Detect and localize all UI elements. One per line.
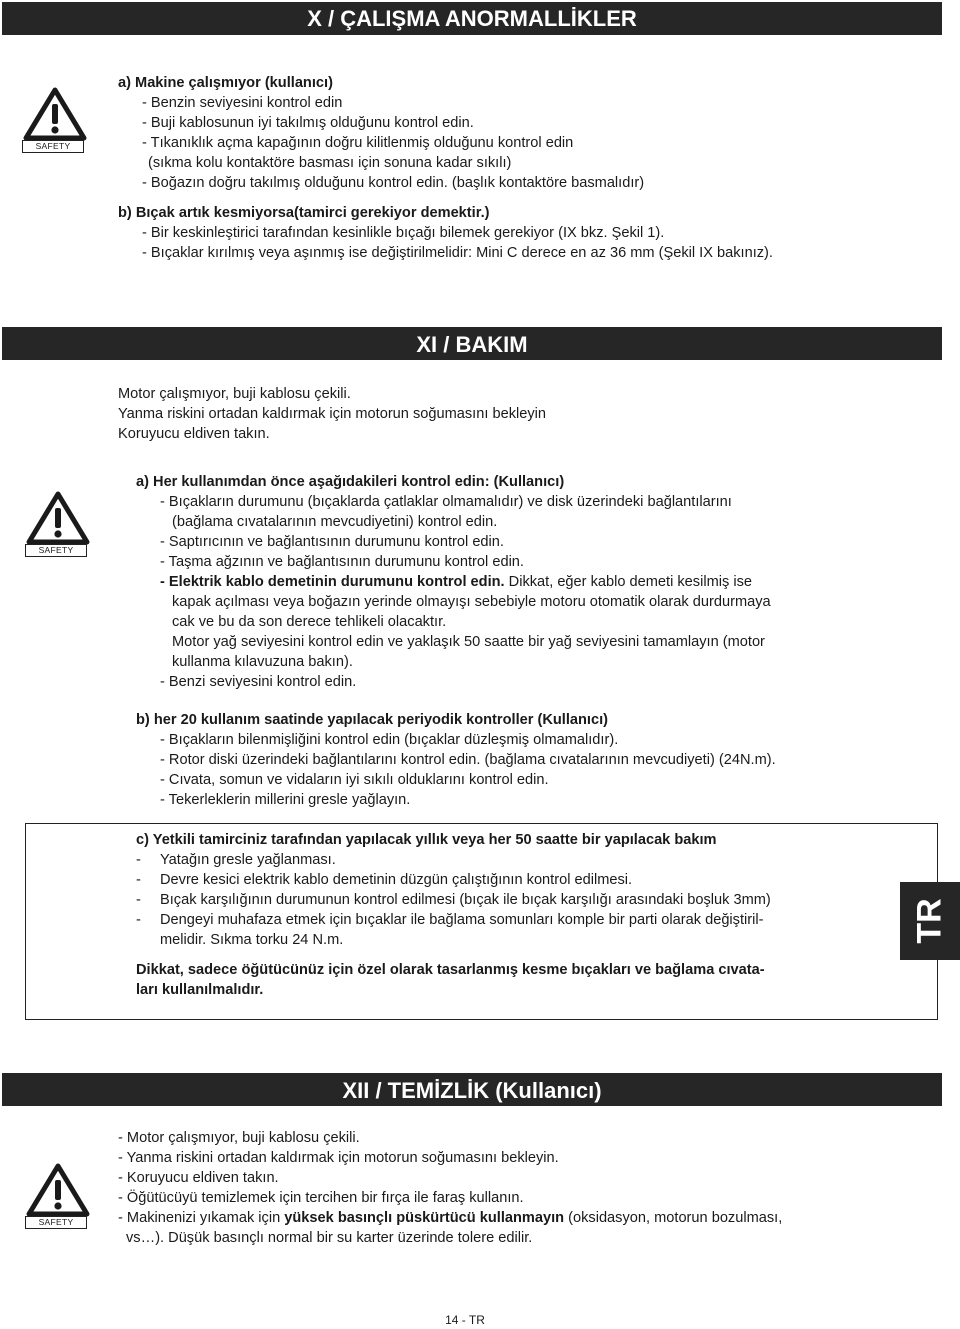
list-item: - Buji kablosunun iyi takılmış olduğunu kontrol edin. — [142, 115, 474, 131]
section-12-title: XII / TEMİZLİK (Kullanıcı) — [342, 1078, 602, 1103]
warning-line: ları kullanılmalıdır. — [136, 982, 264, 998]
item-text: - Makinenizi yıkamak için — [118, 1210, 285, 1226]
warning-triangle-icon — [25, 490, 91, 546]
section-11-c — [136, 830, 771, 1000]
list-item: - Bir keskinleştirici tarafından kesinlikle bıçağı bilemek gerekiyor (IX bkz. Şekil 1). — [142, 225, 665, 241]
list-item: - Koruyucu eldiven takın. — [118, 1170, 279, 1186]
list-item: - Rotor diski üzerindeki bağlantılarını kontrol edin. (bağlama cıvatalarının mevcudiyeti) (24N.m). — [160, 752, 776, 768]
item-text: Bıçak karşılığının durumunun kontrol edilmesi (bıçak ile bıçak karşılığı arasındaki boşluk 3mm) — [160, 892, 771, 908]
safety-label: SAFETY — [22, 140, 84, 153]
section-11-a-heading: a) Her kullanımdan önce aşağıdakileri kontrol edin: (Kullanıcı) — [136, 474, 565, 490]
section-12-body — [118, 1128, 782, 1248]
section-10-b-heading: b) Bıçak artık kesmiyorsa(tamirci gerekiyor demektir.) — [118, 205, 490, 221]
list-item — [136, 870, 771, 890]
list-item: - Öğütücüyü temizlemek için tercihen bir fırça ile faraş kullanın. — [118, 1190, 524, 1206]
safety-label: SAFETY — [25, 1216, 87, 1229]
list-item: - Yanma riskini ortadan kaldırmak için motorun soğumasını bekleyin. — [118, 1150, 559, 1166]
section-11-title: XI / BAKIM — [416, 332, 528, 357]
list-item: - Tıkanıklık açma kapağının doğru kilitlenmiş olduğunu kontrol edin — [142, 135, 574, 151]
warning-triangle-icon — [25, 1162, 91, 1218]
item-text: (oksidasyon, motorun bozulması, — [564, 1210, 783, 1226]
section-11-b-heading: b) her 20 kullanım saatinde yapılacak periyodik kontroller (Kullanıcı) — [136, 712, 609, 728]
item-text: Devre kesici elektrik kablo demetinin düzgün çalıştığının kontrol edilmesi. — [160, 872, 633, 888]
warning-line: Dikkat, sadece öğütücünüz için özel olarak tasarlanmış kesme bıçakları ve bağlama cıvata- — [136, 962, 765, 978]
list-item: - Bıçakların durumunu (bıçaklarda çatlaklar olmamalıdır) ve disk üzerindeki bağlantılarını — [160, 494, 732, 510]
section-11-a-b — [136, 472, 776, 810]
list-item: - Tekerleklerin millerini gresle yağlayın. — [160, 792, 411, 808]
list-item: - Bıçakların bilenmişliğini kontrol edin (bıçaklar düzleşmiş olmamalıdır). — [160, 732, 619, 748]
dash: - — [136, 852, 141, 868]
language-tab-label: TR — [910, 898, 949, 944]
safety-warning-icon — [22, 86, 88, 151]
item-text: Dengeyi muhafaza etmek için bıçaklar ile bağlama somunları komple bir parti olarak değiştiril- — [160, 912, 764, 928]
intro-line: Motor çalışmıyor, buji kablosu çekili. — [118, 386, 351, 402]
list-item — [136, 910, 771, 930]
list-item — [136, 850, 771, 870]
safety-label: SAFETY — [25, 544, 87, 557]
safety-warning-icon — [25, 1162, 91, 1227]
dash: - — [136, 892, 141, 908]
list-item: - Motor çalışmıyor, buji kablosu çekili. — [118, 1130, 360, 1146]
section-11-c-heading: c) Yetkili tamirciniz tarafından yapılacak yıllık veya her 50 saatte bir yapılacak bakım — [136, 832, 717, 848]
list-item: cak ve bu da son derece tehlikeli olacaktır. — [172, 614, 447, 630]
list-item — [136, 572, 776, 592]
warning-triangle-icon — [22, 86, 88, 142]
list-item: (bağlama cıvatalarının mevcudiyetini) kontrol edin. — [172, 514, 498, 530]
list-item: (sıkma kolu kontaktöre basması için sonuna kadar sıkılı) — [148, 155, 512, 171]
section-10-title: X / ÇALIŞMA ANORMALLİKLER — [307, 6, 637, 31]
section-10-a-heading: a) Makine çalışmıyor (kullanıcı) — [118, 75, 333, 91]
list-item: - Saptırıcının ve bağlantısının durumunu kontrol edin. — [160, 534, 504, 550]
intro-line: Yanma riskini ortadan kaldırmak için motorun soğumasını bekleyin — [118, 406, 547, 422]
list-item — [118, 1208, 782, 1228]
list-item: - Taşma ağzının ve bağlantısının durumunu kontrol edin. — [160, 554, 524, 570]
section-11-intro — [118, 384, 546, 444]
section-10-body — [118, 73, 773, 263]
intro-line: Koruyucu eldiven takın. — [118, 426, 270, 442]
list-item: - Boğazın doğru takılmış olduğunu kontrol edin. (başlık kontaktöre basmalıdır) — [142, 175, 645, 191]
section-11-title-bar — [2, 327, 942, 360]
item-rest: Dikkat, eğer kablo demeti kesilmiş ise — [504, 574, 752, 590]
list-item: vs…). Düşük basınçlı normal bir su karter üzerinde tolere edilir. — [126, 1230, 533, 1246]
list-item: kapak açılması veya boğazın yerinde olmayışı sebebiyle motoru otomatik olarak durdurmaya — [172, 594, 771, 610]
language-tab — [900, 882, 960, 960]
section-10-title-bar — [2, 2, 942, 35]
dash: - — [136, 912, 141, 928]
list-item: melidir. Sıkma torku 24 N.m. — [160, 932, 344, 948]
bold-item: - Elektrik kablo demetinin durumunu kontrol edin. — [160, 574, 505, 590]
list-item: Motor yağ seviyesini kontrol edin ve yaklaşık 50 saatte bir yağ seviyesini tamamlayın (motor — [172, 634, 765, 650]
section-12-title-bar — [2, 1073, 942, 1106]
dash: - — [136, 872, 141, 888]
page-number: 14 - TR — [445, 1313, 485, 1327]
list-item — [136, 890, 771, 910]
item-text: Yatağın gresle yağlanması. — [160, 852, 336, 868]
safety-warning-icon — [25, 490, 91, 555]
bold-item: yüksek basınçlı püskürtücü kullanmayın — [284, 1210, 565, 1226]
list-item: - Benzin seviyesini kontrol edin — [142, 95, 343, 111]
list-item: - Benzi seviyesini kontrol edin. — [160, 674, 357, 690]
list-item: - Cıvata, somun ve vidaların iyi sıkılı olduklarını kontrol edin. — [160, 772, 549, 788]
list-item: kullanma kılavuzuna bakın). — [172, 654, 353, 670]
list-item: - Bıçaklar kırılmış veya aşınmış ise değiştirilmelidir: Mini C derece en az 36 mm (Şekil IX bakınız). — [142, 245, 773, 261]
